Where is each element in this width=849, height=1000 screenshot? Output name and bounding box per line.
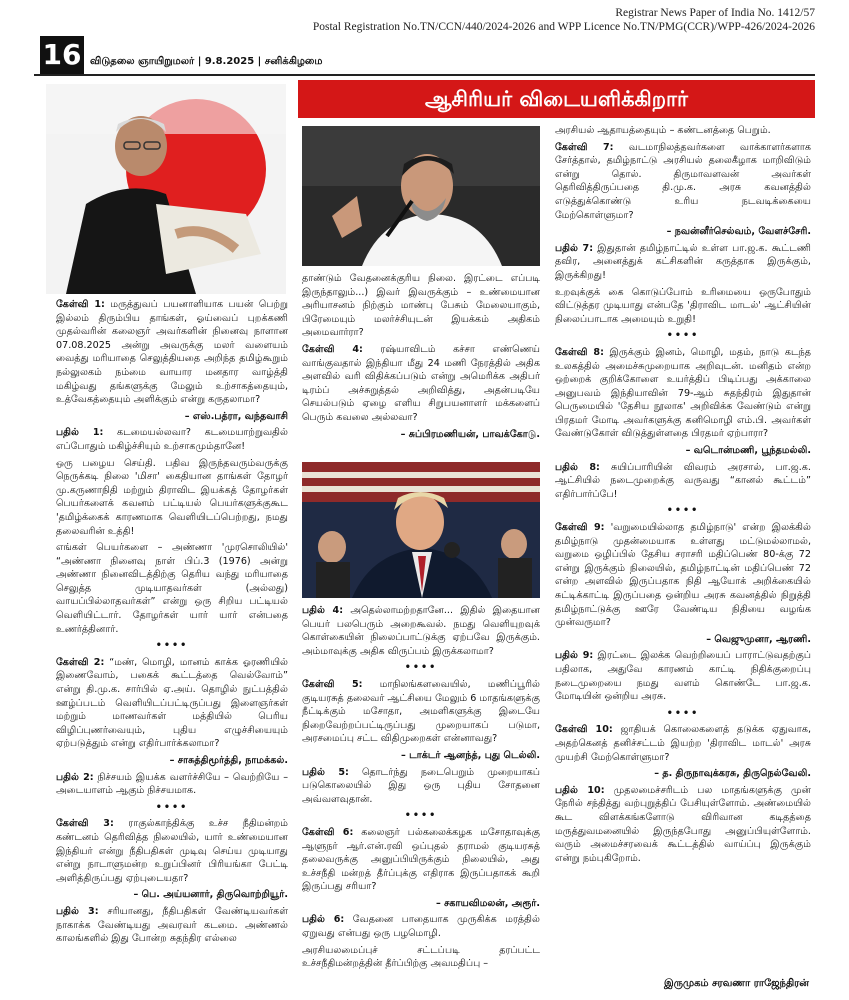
answer-4: பதில் 4: அதெல்லாமற்றதானே... இதில் இதையான பெயர் பலபெரும் அறைகூவல். நமது வெளியுறவுக் கொள்கையின் நிலைப்பாட்டுக்கு ஏற்பவே இருக்கும். அம்மாவுக்கு அதிக விருப்பம் இருக்கலாமா? bbox=[302, 605, 540, 657]
registration-header bbox=[195, 6, 815, 34]
question-3: கேள்வி 3: ராகுல்காந்திக்கு உச்ச நீதிமன்றம் கண்டனம் தெரிவித்த நிலையில், யார் உண்மையான இந்தியர் என்று நீதிபதிகள் முடிவு செய்ய முடியாது என்று நாடாளுமன்ற உறுப்பினர் பிரியங்கா பேட்டி அளித்திருப்பது ஏற்புடையதா? bbox=[56, 818, 288, 884]
separator: •••• bbox=[666, 505, 700, 517]
answer-7: பதில் 7: இதுதான் தமிழ்நாட்டில் உள்ள பா.ஜ.க. கூட்டணி தவிர, அனைத்துக் கட்சிகளின் கருத்தாக இருக்கும், இருக்கிறது! bbox=[555, 242, 811, 281]
separator: •••• bbox=[155, 801, 189, 813]
questioner-1: – எஸ்.பத்ரா, வந்தவாசி bbox=[184, 410, 288, 422]
questioner-5: – டாக்டர் ஆனந்த், புது டெல்லி. bbox=[400, 749, 540, 761]
answer-6-more: அரசியலமைப்புச் சட்டப்படி தரப்பட்ட உச்சநீதிமன்றத்தின் தீர்ப்பிற்கு அவமதிப்பு – bbox=[302, 944, 540, 970]
answer-9: பதில் 9: இரட்டை இலக்க வெற்றியைப் பாராட்டுவதற்குப் பதிலாக, அதுவே காரணம் காட்டி நிதிக்குறைப்பு நடைமுறையை நமது வளம் கொண்டே பா.ஜ.க. மோடியின் ஒன்றிய அரசு. bbox=[555, 650, 811, 703]
question-10: கேள்வி 10: ஜாதியக் கொலைகளைத் தடுக்க ஏதுவாக, அதற்கெனத் தனிச்சட்டம் இயற்ற 'திராவிட மாடல்' அரசு முயற்சி மேற்கொள்ளுமா? bbox=[555, 724, 811, 763]
separator: •••• bbox=[404, 810, 438, 822]
questioner-3: – பெ. அய்யனார், திருவொற்றியூர். bbox=[133, 889, 288, 901]
question-1: கேள்வி 1: மருத்துவப் பயனாளியாக பயன் பெற்று இல்லம் திரும்பிய தாங்கள், ஓய்வைப் புறக்கணி முதல்வரின் கலைஞர் அவர்களின் நினைவு நாளான 07.08.2025 அன்று அவருக்கு மலர் வளையம் வைத்து மரியாதை செலுத்தியதை அறிந்த தமிழ்கூறும் நல்லுலகம் நம்மை வாயார மனதார வாழ்த்தி மகிழ்வது தங்களுக்கு மேலும் உற்சாகத்தையும், உத்வேகத்தையும் அளிக்கும் என்று கருதலாமா? bbox=[56, 299, 288, 406]
speaker-photo bbox=[302, 126, 540, 266]
answer-6-continued: அரசியல் ஆதாயத்தையும் – கண்டனத்தை பெறும். bbox=[555, 125, 771, 136]
answer-7-more: உறவுக்குக் கை கொடுப்போம் உரிமையை ஒருபோதும் விட்டுத்தர முடியாது என்பதே 'திராவிட மாடல்' ஆட்சியின் நிலைப்பாடாக அமையும் உறுதி! bbox=[555, 286, 811, 325]
answer-8: பதில் 8: சுயிப்பாரியின் விவரம் அரசால், பா.ஜ.க. ஆட்சியில் நடைமுறைக்கு வருவது “கானல் கூட்டம்” எதிர்பார்ப்பே! bbox=[555, 461, 811, 500]
separator: •••• bbox=[404, 662, 438, 674]
questioner-10: – த. திருநாவுக்கரசு, திருநெல்வேலி. bbox=[654, 768, 811, 780]
questioner-2: – சாசுத்திமூர்த்தி, நாமக்கல். bbox=[169, 755, 288, 766]
answer-1: பதில் 1: கடமையல்லவா? கடமையாற்றுவதில் எப்போதும் மகிழ்ச்சியும் உற்சாகமும்தானே! bbox=[56, 427, 288, 452]
question-6: கேள்வி 6: கலைஞர் பல்கலைக்கழக மசோதாவுக்கு ஆளுநர் ஆர்.என்.ரவி ஒப்புதல் தராமல் குடியரசுத் தலைவருக்கு அனுப்பியிருக்கும் நிலையில், அது உச்சநீதி மன்றத் தீர்ப்புக்கு எதிராக இருப்பதாகக் கூறி இருப்பது சரியா? bbox=[302, 826, 540, 893]
author-photo bbox=[46, 84, 286, 294]
dateline: விடுதலை ஞாயிறுமலர் | 9.8.2025 | சனிக்கிழமை bbox=[90, 56, 323, 67]
answer-5: பதில் 5: தொடர்ந்து நடைபெறும் முறையாகப் படுகொலையில் இது ஒரு புதிய சோதனை அவ்வளவுதான். bbox=[302, 766, 540, 805]
question-8: கேள்வி 8: இருக்கும் இனம், மொழி, மதம், நாடு கடந்த உலகத்தில் அமைச்சுமுறையாக அறிவுடன். மனிதம் என்ற ஒற்றைக் குறிக்கோளை உயர்த்திப் பிடிப்பது அக்காலை அனுபவம் இந்தியாவின் 79-ஆம் சுதந்திரம் இதுதான் பெருமையில் 'தேசிய நூலாக' அறிவிக்க வேண்டும் என்று பிரதமர் மோடி அவர்களுக்கு கனிமொழி எம்.பி. அவர்கள் வேண்டுகோள் விடுத்துள்ளதை பிரதமர் ஏற்பாரா? bbox=[555, 346, 811, 440]
questioner-8: – வடொன்மணி, பூந்தமல்லி. bbox=[685, 445, 811, 457]
separator: •••• bbox=[666, 707, 700, 719]
questioner-4: – சுப்பிரமணியன், பாவக்கோடு. bbox=[400, 428, 540, 440]
questioner-7: – நவன்னீர்செல்வம், வேளச்சேரி. bbox=[666, 226, 811, 238]
answer-1-more-2: எங்கள் பெயர்களை – அண்ணா 'முரசொலியில்' “அண்ணா நினைவு நாள் பிப்.3 (1976) அன்று அண்ணா நினைவிடத்திற்கு தெரிய வந்து மரியாதை செலுத்த முடியாதவர்கள் (அல்லது) வாயப்பில்லாதவர்கள்” என்று ஒரு சிறிய பட்டியல் வெளியிட்டார். தோழர்கள் யார் யார் என்பதை உணர்த்தினார். bbox=[56, 542, 288, 635]
answer-3-continued: தாண்டும் வேதனைக்குரிய நிலை. இரட்டை எப்படி இருந்தாலும்...) இவர் இவருக்கும் – உண்மையான அரியாசனம் நிற்கும் மாண்பு பேசும் மேலையாகும், பிரேமையும் மலர்ச்சியுடன் இயக்கம் அதிகம் அமைவார்ரா? bbox=[302, 273, 540, 339]
answer-3: பதில் 3: சரியானது, நீதிபதிகள் வேண்டியவர்கள் நாகாக்க வேண்டியது அவரவர் கடமை. அண்ணல் காலங்களில் இது போன்ற சுதந்திர எல்லை bbox=[56, 905, 288, 945]
separator: •••• bbox=[155, 640, 189, 652]
separator: •••• bbox=[666, 330, 700, 342]
question-7: கேள்வி 7: வடமாநிலத்தவர்களை வாக்காளர்களாக சேர்த்தால், தமிழ்நாட்டு அரசியல் தலைகீழாக மாறிவிடும் என்று தொல். திருமாவளவன் அவர்கள் தெரிவித்திருப்பதை தி.மு.க. அரசு கவனத்தில் எடுத்துக்கொண்டு உரிய நடவடிக்கையை மேற்கொள்ளுமா? bbox=[555, 141, 811, 221]
answer-10: பதில் 10: முதலமைச்சரிடம் பல மாதங்களுக்கு முன் நேரில் சந்தித்து வற்புறுத்திப் பேசியுள்ளோம். அண்மையில் கூட விளக்கங்களோடு விரிவான கடிதத்தை மருத்துவமனையில் இருந்தபோது அனுப்பியுள்ளோம். வரும் அமைச்சரவைக் கூட்டத்தில் வாய்ப்பு இருக்கும் என்று நம்புகிறோம். bbox=[555, 784, 811, 864]
page-number: 16 bbox=[40, 36, 84, 74]
questioner-6: – சகாயவிமலன், அரூர். bbox=[435, 897, 540, 909]
postal-line: Postal Registration No.TN/CCN/440/2024-2026 and WPP Licence No.TN/PMG(CCR)/WPP-426/2024-2026 bbox=[312, 21, 815, 33]
registrar-line: Registrar News Paper of India No. 1412/57 bbox=[615, 7, 815, 19]
leader-photo bbox=[302, 462, 540, 598]
answer-1-more: ஒரு பழைய செய்தி. பதிவ இருந்தவரும்வருக்கு நெருக்கடி நிலை 'மிசா' கைதியான தாங்கள் தோழர் மு.கருணாநிதி மற்றும் திராவிட இயக்கத் தோழர்கள் பெயர்களைக் கவனம் பட்டியல் பெயர்களுக்குகூட 'தமிழ்க்கைக் காரணமாக வெளியிடப்பெற்றது, நமது தலைவரின் உத்தி! bbox=[56, 457, 288, 537]
questioner-9: – வெஜுமுனா, ஆரணி. bbox=[706, 633, 811, 645]
footer-credit: இருமுகம் சரவணா ராஜேந்திரன் bbox=[663, 978, 809, 989]
column-2-top bbox=[302, 272, 540, 458]
answer-2: பதில் 2: நிச்சயம் இயக்க வளர்ச்சியே – வெற்றியே – அடையாளம் ஆகும் நிச்சயமாக. bbox=[56, 771, 288, 797]
header-rule bbox=[34, 74, 815, 76]
column-2-bottom bbox=[302, 604, 540, 970]
section-title: ஆசிரியர் விடையளிக்கிறார் bbox=[298, 80, 815, 118]
question-9: கேள்வி 9: 'வறுமையில்லாத தமிழ்நாடு' என்ற இலக்கில் தமிழ்நாடு முதன்மையாக உள்ளது மட்டுமல்லாமல், வறுமை ஒழிப்பில் தேசிய சராசரி மதிப்பெண் 80-க்கு 72 என்று இருக்கும் நிலையில், தமிழ்நாட்டின் மதிப்பெண் 72 என்ற அளவில் இருப்பதாக நிதி ஆயோக் அறிக்கையில் சுட்டிக்காட்டி இருப்பதை ஒன்றிய அரசு கவனத்தில் நிறுத்தி தமிழ்நாட்டுக்கு ஊரே வேண்டிய நிதியை வழங்க முன்வருமா? bbox=[555, 522, 811, 629]
question-4: கேள்வி 4: ரஷ்யாவிடம் கச்சா எண்ணெய் வாங்குவதால் இந்தியா மீது 24 மணி நேரத்தில் அதிக அளவில் வரி விதிக்கப்படும் என்று அமெரிக்க அதிபர் டிரம்ப் அச்சுறுத்தல் அறிவித்து, அதன்படியே செயல்படும் ஏழை எளிய சிறுபயனாளர் மக்களைப் பெரும் கவலை அல்லவா? bbox=[302, 343, 540, 423]
question-2: கேள்வி 2: “மண், மொழி, மானம் காக்க ஓரணியில் இணைவோம், பகைக் கூட்டத்தை வெல்வோம்” என்று தி.மு.க. சார்பில் ஏ.அய். தொழில் நுட்பத்தில் ஊழ்ப்படம் வெளியிடப்பட்டிருப்பது இளைஞர்கள் மற்றும் மாணவர்கள் மத்தியில் பெரிய விழிப்புணர்வையும், புதிய எழுச்சியையும் ஏற்படுத்தும் என்று எதிர்பார்க்கலாமா? bbox=[56, 656, 288, 750]
column-1 bbox=[56, 298, 288, 970]
question-5: கேள்வி 5: மாநிலங்களவையில், மணிப்பூரில் குடியரசுத் தலைவர் ஆட்சியை மேலும் 6 மாதங்களுக்கு நீட்டிக்கும் மசோதா, அமளிகளுக்கு இடையே நிறைவேற்றப்பட்டிருப்பது முறையாகப் படுமா, அரசமைப்பு சட்ட விதிமுறைகள் என்னாவது? bbox=[302, 678, 540, 745]
column-3 bbox=[555, 124, 811, 970]
answer-6: பதில் 6: வேதனை பாதையாக முருகிக்க மரத்தில் ஏறுவது என்பது ஒரு பழமொழி. bbox=[302, 914, 540, 940]
